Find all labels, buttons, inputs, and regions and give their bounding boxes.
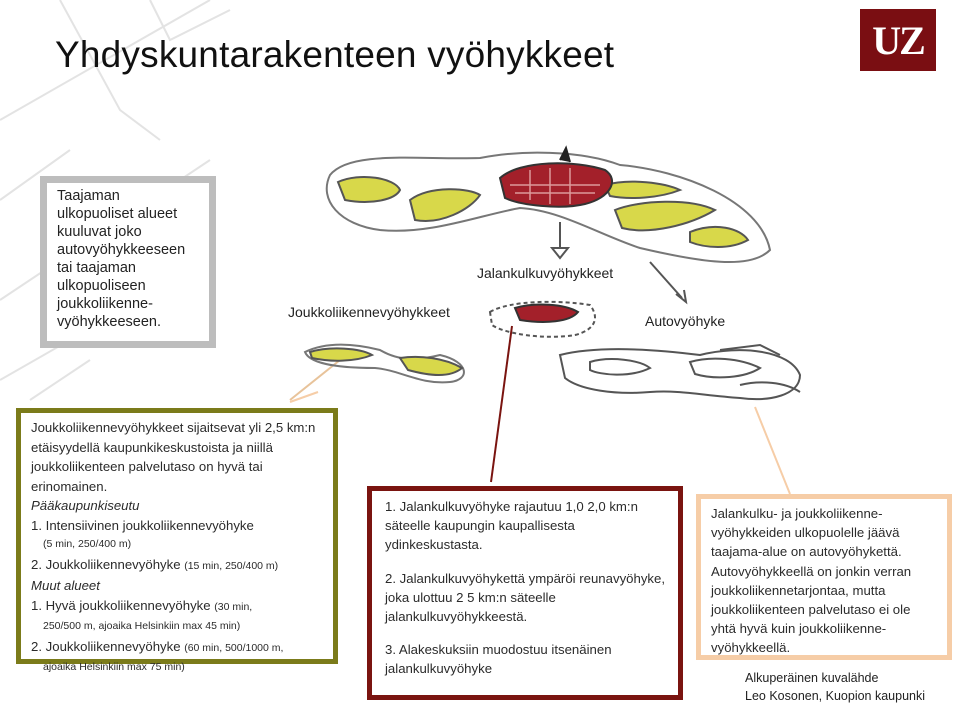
yellow-zone: [410, 189, 480, 221]
walk-point-3: 3. Alakeskuksiin muodostuu itsenäinen jalankulkuvyöhyke: [385, 642, 612, 677]
car-zone-label: Autovyöhyke: [645, 313, 726, 329]
source-line-2: Leo Kosonen, Kuopion kaupunki: [745, 689, 926, 703]
yellow-zone: [338, 177, 400, 202]
source-line-1: Alkuperäinen kuvalähde: [745, 671, 879, 685]
outer-area-text: Taajaman ulkopuoliset alueet kuuluvat joko autovyöhykkeeseen tai taajaman ulkopuoliseen joukkoliikenne-vyöhykkeeseen.: [57, 188, 186, 330]
yellow-zone: [615, 202, 715, 231]
car-zone-box: [696, 494, 952, 660]
transit-item-3-note-2: 250/500 m, ajoaika Helsinkiin max 45 min): [43, 620, 241, 632]
walk-zone-box: [367, 486, 683, 700]
transit-zone-box: [16, 408, 338, 673]
yellow-zone: [605, 182, 680, 198]
region-capital: Pääkaupunkiseutu: [31, 498, 140, 513]
transit-item-1: 1. Intensiivinen joukkoliikennevyöhyke: [31, 517, 254, 533]
transit-item-2-note: (15 min, 250/400 m): [184, 559, 279, 572]
transit-item-4-note: (60 min, 500/1000 m,: [184, 641, 284, 654]
image-source: [745, 669, 925, 705]
transit-item-3: 1. Hyvä joukkoliikennevyöhyke: [31, 597, 211, 613]
yellow-zone: [690, 227, 748, 247]
transit-item-1-note: (5 min, 250/400 m): [43, 538, 132, 550]
transit-item-3-note: (30 min,: [214, 600, 253, 613]
logo: UZ: [860, 9, 936, 71]
transit-intro: Joukkoliikennevyöhykkeet sijaitsevat yli 2,5 km:n etäisyydellä kaupunkikeskustoista ja niillä joukkoliikenteen palvelutaso on hyvä tai erinomainen.: [31, 420, 316, 494]
car-zone: [560, 349, 800, 399]
region-other: Muut alueet: [31, 578, 100, 593]
transit-zone-label: Joukkoliikennevyöhykkeet: [288, 304, 450, 320]
walk-point-2: 2. Jalankulkuvyöhykettä ympäröi reunavyöhyke, joka ulottuu 2 5 km:n säteelle jalankulkuvyöhykkeestä.: [385, 570, 666, 625]
transit-item-2-line: [31, 555, 323, 577]
walk-point-1: 1. Jalankulkuvyöhyke rajautuu 1,0 2,0 km:n säteelle kaupungin kaupallisesta ydinkeskustasta.: [385, 499, 638, 553]
transit-item-2: 2. Joukkoliikennevyöhyke: [31, 556, 181, 572]
outer-area-note: [40, 176, 216, 348]
transit-item-4: 2. Joukkoliikennevyöhyke: [31, 638, 181, 654]
car-zone-text: Jalankulku- ja joukkoliikenne-vyöhykkeiden ulkopuolelle jäävä taajama-alue on autovyöhykettä. Autovyöhykkeellä on jonkin verran joukkoliikennetarjontaa, mutta joukkoliikenteen palvelutaso ei ole yhtä hyvä kuin joukkoliikenne-vyöhykkeellä.: [711, 506, 912, 656]
transit-item-3-line: [31, 596, 323, 618]
lower-red-center: [515, 305, 578, 322]
walk-zone-label: Jalankulkuvyöhykkeet: [477, 265, 614, 281]
yellow-zone: [310, 348, 372, 360]
transit-item-4-note-2: ajoaika Helsinkiin max 75 min): [43, 661, 185, 673]
transit-item-4-line: [31, 637, 323, 659]
page-title: Yhdyskuntarakenteen vyöhykkeet: [55, 34, 615, 75]
